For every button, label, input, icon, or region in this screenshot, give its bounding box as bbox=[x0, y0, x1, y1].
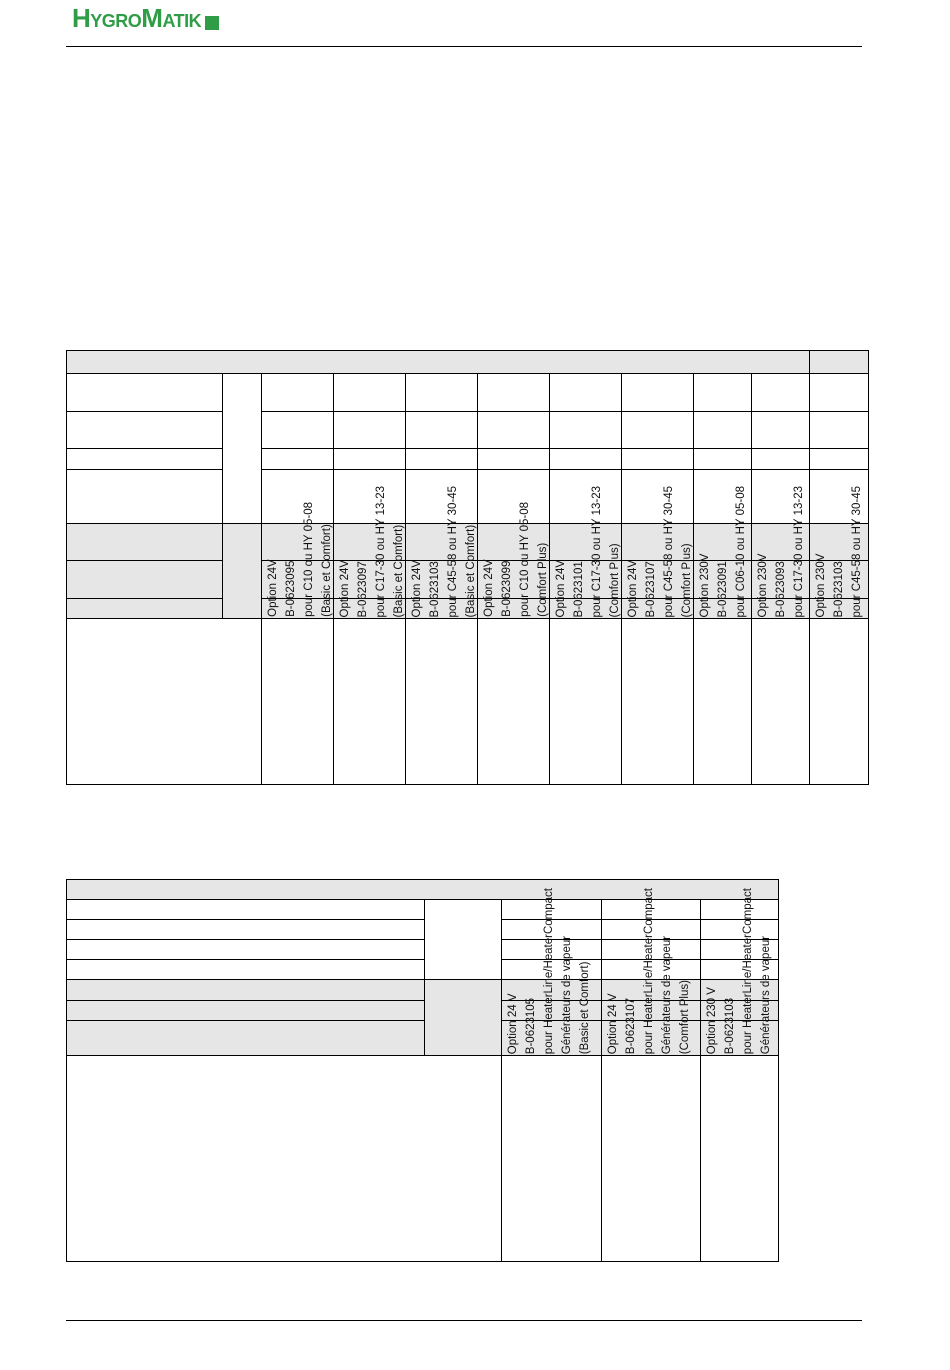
table1-title-row bbox=[67, 351, 810, 374]
column-header: Option 24V B-0623101 pour C17-30 ou HY 13-23 (Comfort Plus) bbox=[550, 619, 622, 785]
options-table-2 bbox=[66, 879, 779, 1262]
hygromatik-logo bbox=[72, 3, 219, 34]
logo-square-icon bbox=[205, 16, 219, 30]
column-header: Option 24 V B-0623107 pour HeaterLine/HeaterCompact Générateurs de vapeur (Comfort Plus) bbox=[602, 1056, 701, 1262]
column-header: Option 24 V B-0623105 pour HeaterLine/HeaterCompact Générateurs de vapeur (Basic et Comfort) bbox=[502, 1056, 602, 1262]
header-rule bbox=[66, 46, 862, 47]
table1-title-end bbox=[810, 351, 869, 374]
column-header: Option 24V B-0623103 pour C45-58 ou HY 30-45 (Basic et Comfort) bbox=[406, 619, 478, 785]
footer-rule bbox=[66, 1320, 862, 1321]
column-header: Option 230V B-0623103 pour C45-58 ou HY 30-45 bbox=[810, 619, 869, 785]
options-table-1 bbox=[66, 350, 869, 785]
column-header: Option 24V B-0623099 pour C10 ou HY 05-08 (Comfort Plus) bbox=[478, 619, 550, 785]
column-header: Option 24V B-0623107 pour C45-58 ou HY 30-45 (Comfort Plus) bbox=[622, 619, 694, 785]
column-header: Option 230V B-0623091 pour C06-10 ou HY 05-08 bbox=[694, 619, 752, 785]
logo-text: HYGROMATIK bbox=[72, 3, 202, 33]
column-header: Option 230 V B-0623103 pour HeaterLine/HeaterCompact Générateurs de vapeur bbox=[701, 1056, 779, 1262]
column-header: Option 24V B-0623097 pour C17-30 ou HY 13-23 (Basic et Comfort) bbox=[334, 619, 406, 785]
column-header: Option 230V B-0623093 pour C17-30 ou HY 13-23 bbox=[752, 619, 810, 785]
column-header: Option 24V B-0623095 pour C10 ou HY 05-08 (Basic et Comfort) bbox=[262, 619, 334, 785]
